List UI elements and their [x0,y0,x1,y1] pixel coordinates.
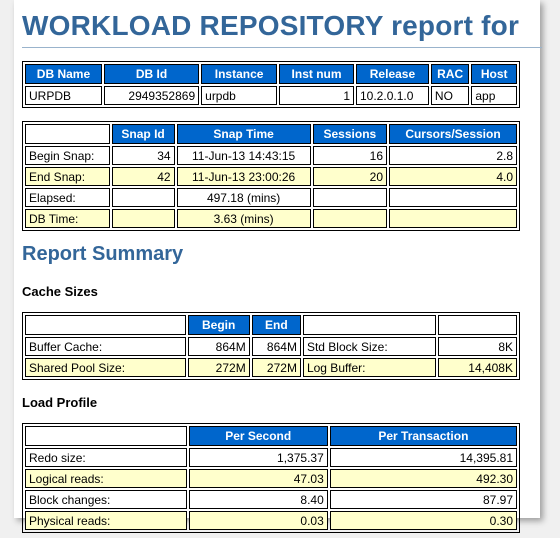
col-end: End [252,315,301,335]
table-row [25,146,517,165]
col-snap-id: Snap Id [112,124,175,144]
snap-id-cell [112,209,175,228]
table-row [25,86,517,105]
db-info-header-row [25,64,517,84]
col-db-id: DB Id [104,64,199,84]
value-cell: 14,408K [438,358,517,377]
row-label: Elapsed: [25,188,110,207]
host-cell: app [471,86,517,105]
col-inst-num: Inst num [279,64,354,84]
instance-cell: urpdb [201,86,277,105]
snap-id-cell: 42 [112,167,175,186]
per-transaction-cell: 87.97 [330,490,517,509]
db-info-table [22,61,520,108]
end-cell: 864M [252,337,301,356]
table-row [25,188,517,207]
per-transaction-cell: 14,395.81 [330,448,517,467]
per-second-cell: 47.03 [189,469,328,488]
cursors-cell: 4.0 [389,167,517,186]
row-label: Redo size: [25,448,187,467]
cache-sizes-heading: Cache Sizes [22,284,98,299]
sessions-cell [313,188,387,207]
snap-header-row [25,124,517,144]
col-cursors-session: Cursors/Session [389,124,517,144]
value-cell: 8K [438,337,517,356]
end-cell: 272M [252,358,301,377]
col-db-name: DB Name [25,64,102,84]
db-id-cell: 2949352869 [104,86,199,105]
rac-cell: NO [431,86,469,105]
per-second-cell: 8.40 [189,490,328,509]
row-label: Buffer Cache: [25,337,186,356]
table-row [25,448,517,467]
snap-table [22,121,520,231]
per-transaction-cell: 492.30 [330,469,517,488]
col-per-second: Per Second [189,426,328,446]
cache-header-blank [303,315,436,335]
col-instance: Instance [201,64,277,84]
load-profile-table [22,423,520,533]
col-begin: Begin [188,315,250,335]
db-name-cell: URPDB [25,86,102,105]
snap-id-cell [112,188,175,207]
cache-header-blank [438,315,517,335]
report-page [14,0,540,528]
col-snap-time: Snap Time [177,124,311,144]
snap-id-cell: 34 [112,146,175,165]
col-sessions: Sessions [313,124,387,144]
sessions-cell: 16 [313,146,387,165]
row-label: Block changes: [25,490,187,509]
snap-time-cell: 11-Jun-13 14:43:15 [177,146,311,165]
sessions-cell: 20 [313,167,387,186]
load-header-blank [25,426,187,446]
table-row [25,358,517,377]
cache-header-blank [25,315,186,335]
table-row [25,337,517,356]
row-label: DB Time: [25,209,110,228]
cursors-cell [389,209,517,228]
cache-header-row [25,315,517,335]
row-label: Begin Snap: [25,146,110,165]
cursors-cell: 2.8 [389,146,517,165]
report-summary-heading: Report Summary [22,243,184,265]
row-label: Logical reads: [25,469,187,488]
snap-time-cell: 497.18 (mins) [177,188,311,207]
col-host: Host [471,64,517,84]
cursors-cell [389,188,517,207]
row-label: Std Block Size: [303,337,436,356]
per-second-cell: 1,375.37 [189,448,328,467]
snap-time-cell: 3.63 (mins) [177,209,311,228]
col-per-transaction: Per Transaction [330,426,517,446]
load-profile-heading: Load Profile [22,395,98,410]
per-transaction-cell: 0.30 [330,511,517,530]
per-second-cell: 0.03 [189,511,328,530]
title-divider [22,47,542,48]
row-label: Physical reads: [25,511,187,530]
col-rac: RAC [431,64,469,84]
table-row [25,511,517,530]
row-label: Log Buffer: [303,358,436,377]
table-row [25,469,517,488]
cache-sizes-table [22,312,520,380]
snap-time-cell: 11-Jun-13 23:00:26 [177,167,311,186]
report-title: WORKLOAD REPOSITORY report for [22,10,520,41]
table-row [25,167,517,186]
load-header-row [25,426,517,446]
begin-cell: 864M [188,337,250,356]
sessions-cell [313,209,387,228]
table-row [25,209,517,228]
table-row [25,490,517,509]
row-label: Shared Pool Size: [25,358,186,377]
col-release: Release [356,64,429,84]
release-cell: 10.2.0.1.0 [356,86,429,105]
inst-num-cell: 1 [279,86,354,105]
snap-header-blank [25,124,110,144]
row-label: End Snap: [25,167,110,186]
begin-cell: 272M [188,358,250,377]
